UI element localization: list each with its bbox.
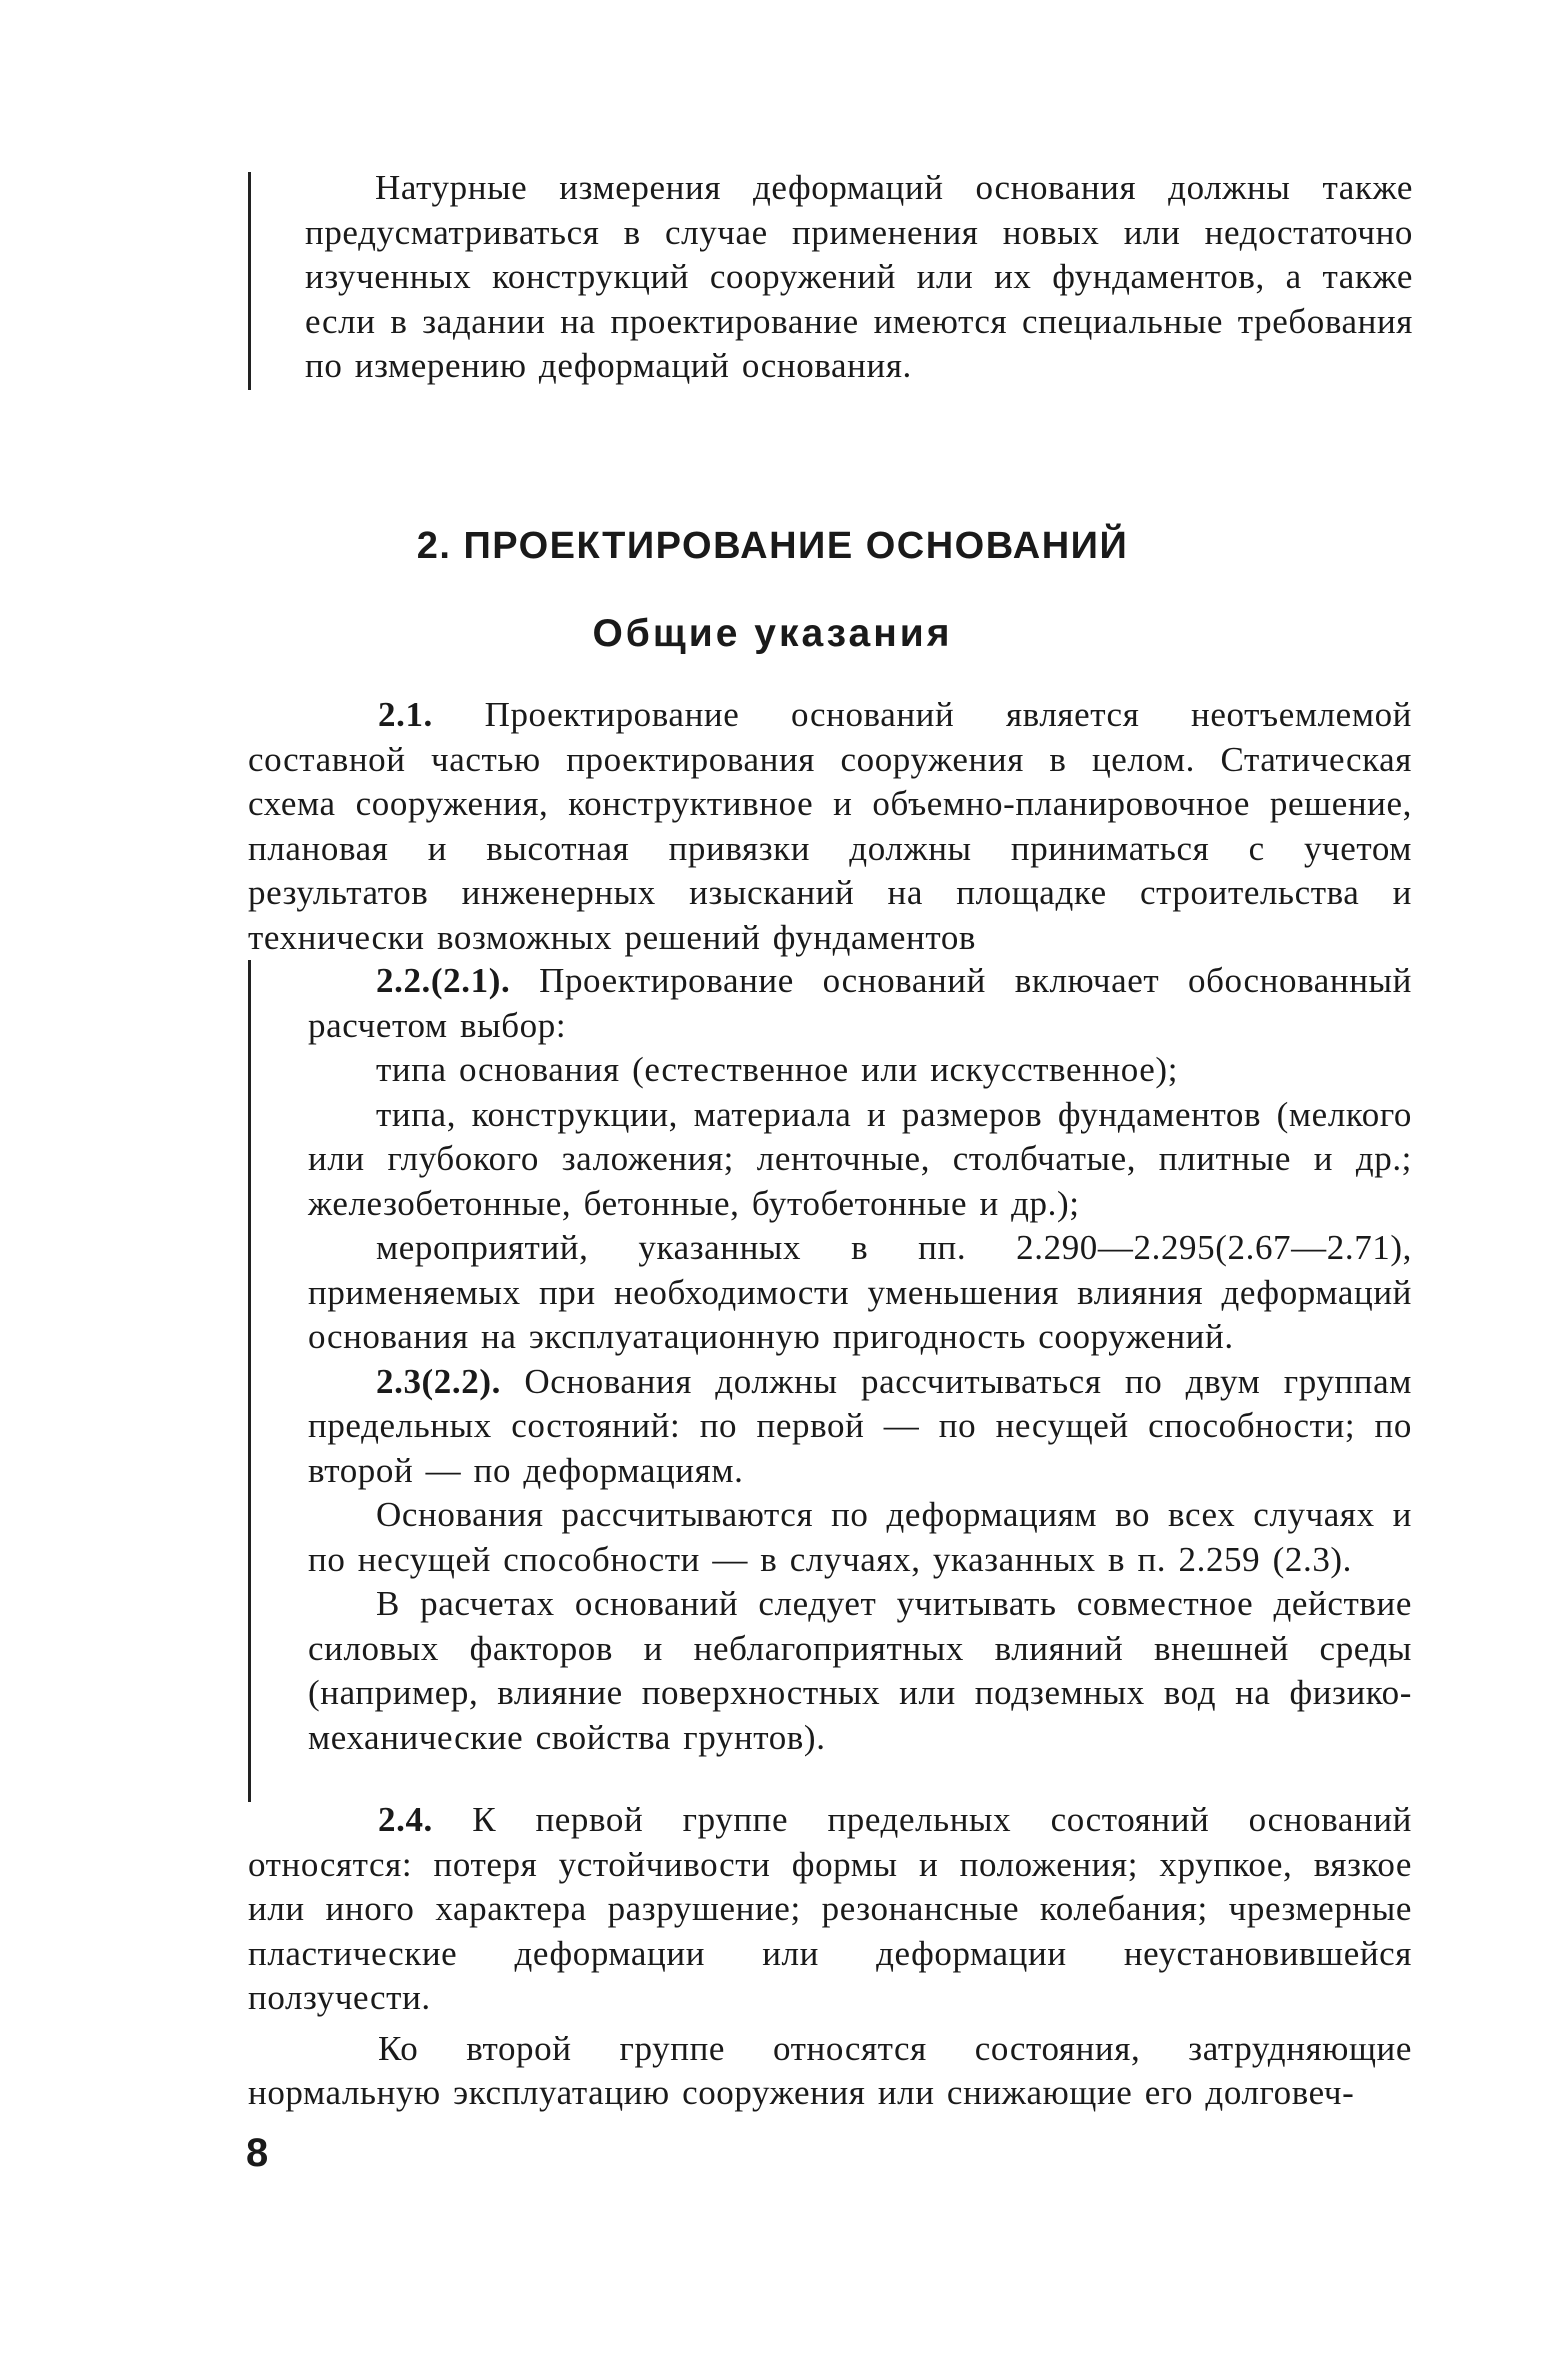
list-item-3: мероприятий, указанных в пп. 2.290—2.295(2.67—2.71), применяемых при необходимости уменьшения влияния деформаций основания на эксплуатационную пригодность сооружений. (308, 1228, 1412, 1356)
clause-2-3-calculation-note: В расчетах оснований следует учитывать совместное действие силовых факторов и неблагоприятных влияний внешней среды (например, влияние поверхностных или подземных вод на физико-механические свойства грунтов). (308, 1584, 1412, 1757)
section-title: 2. ПРОЕКТИРОВАНИЕ ОСНОВАНИЙ (416, 525, 1129, 567)
clause-number: 2.3(2.2). (376, 1361, 501, 1401)
clause-2-4-continuation: Ко второй группе относятся состояния, затрудняющие нормальную эксплуатацию сооружения или снижающие его долговеч- (248, 2028, 1412, 2112)
clause-2-4-paragraph (248, 1798, 1412, 2021)
revision-marker-bar (248, 172, 251, 390)
clause-number: 2.4. (378, 1800, 433, 1839)
clause-2-3-paragraph (248, 1360, 1412, 1494)
clause-2-2-paragraph (248, 959, 1412, 1048)
list-item-2: типа, конструкции, материала и размеров фундаментов (мелкого или глубокого заложения; ленточные, столбчатые, плитные и др.; железобетонные, бетонные, бутобетонные и др.); (308, 1094, 1412, 1223)
clause-number: 2.1. (378, 695, 433, 734)
clause-2-4 (248, 1798, 1412, 2116)
clause-text: Основания должны рассчитываться по двум группам предельных состояний: по первой — по несущей способности; по второй — по деформациям. (308, 1361, 1412, 1490)
intro-paragraph: Натурные измерения деформаций основания должны также предусматриваться в случае применения новых или недостаточно изученных конструкций сооружений или их фундаментов, а также если в задании на проектирование имеются специальные требования по измерению деформаций основания. (305, 168, 1413, 385)
page-number: 8 (246, 2131, 269, 2175)
clause-number: 2.2.(2.1). (376, 961, 511, 1000)
indented-block (248, 959, 1412, 1760)
intro-block (305, 166, 1413, 389)
clause-text: Проектирование оснований является неотъемлемой составной частью проектирования сооружения в целом. Статическая схема сооружения, конструктивное и объемно-планировочное решение, плановая и высотная привязки должны приниматься с учетом результатов инженерных изысканий на площадке строительства и технически возможных решений фундаментов (248, 695, 1412, 957)
list-item-1: типа основания (естественное или искусственное); (376, 1050, 1179, 1089)
clause-text: Проектирование оснований включает обоснованный расчетом выбор: (308, 961, 1412, 1045)
clause-text: К первой группе предельных состояний оснований относятся: потеря устойчивости формы и положения; хрупкое, вязкое или иного характера разрушение; резонансные колебания; чрезмерные пластические деформации или деформации неустановившейся ползучести. (248, 1800, 1412, 2017)
clause-2-1-paragraph (248, 693, 1412, 960)
clause-2-1 (248, 693, 1412, 960)
subsection-title: Общие указания (592, 612, 953, 655)
clause-2-3-continuation: Основания рассчитываются по деформациям во всех случаях и по несущей способности — в случаях, указанных в п. 2.259 (2.3). (308, 1495, 1412, 1579)
